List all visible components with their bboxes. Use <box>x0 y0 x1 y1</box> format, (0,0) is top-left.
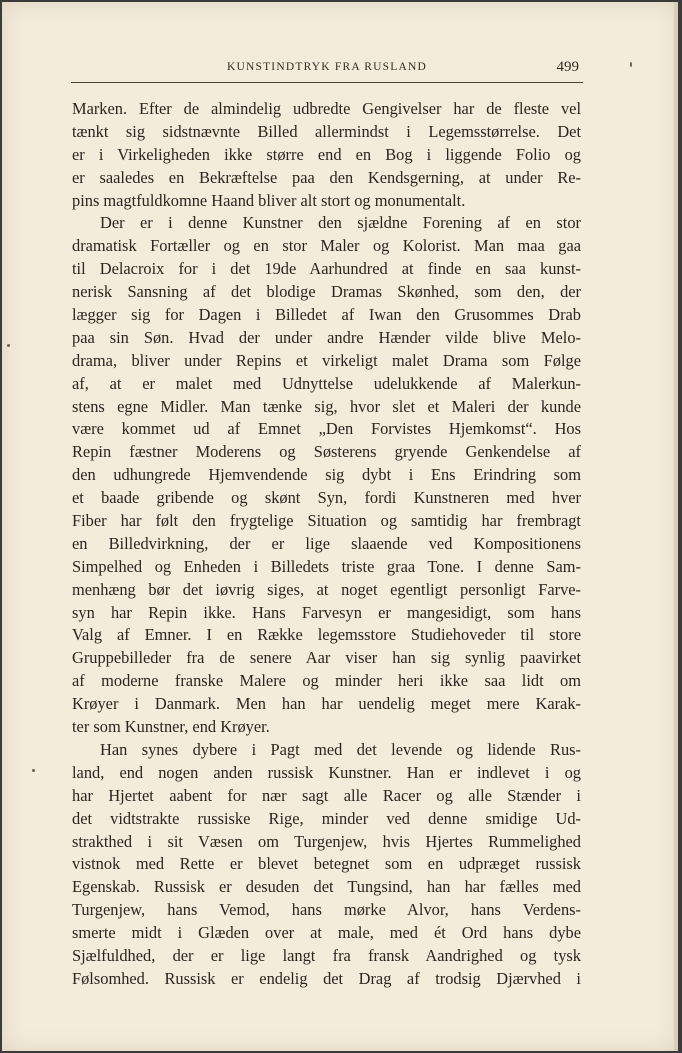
text-line: vistnok med Rette er blevet betegnet som en udpræget russisk <box>72 854 581 874</box>
running-head <box>71 58 583 80</box>
margin-speck <box>32 769 35 772</box>
text-line: paa sin Søn. Hvad der under andre Hænder vilde blive Melo- <box>72 327 581 347</box>
text-line: Krøyer i Danmark. Men han har uendelig meget mere Karak- <box>72 694 581 714</box>
text-line: er saaledes en Bekræftelse paa den Kendsgerning, at under Re- <box>72 167 581 187</box>
text-line: Han synes dybere i Pagt med det levende og lidende Rus- <box>100 739 581 759</box>
text-line: er i Virkeligheden ikke større end en Bog i liggende Folio og <box>72 144 581 164</box>
text-line: Sjælfuldhed, der er lige langt fra fransk Aandrighed og tysk <box>72 945 581 965</box>
text-line: land, end nogen anden russisk Kunstner. Han er indlevet i og <box>72 762 581 782</box>
text-line: Simpelhed og Enheden i Billedets triste graa Tone. I denne Sam- <box>72 556 581 576</box>
text-line: strakthed i sit Væsen om Turgenjew, hvis Hjertes Rummelighed <box>72 831 581 851</box>
text-line: smerte midt i Glæden over at male, med ét Ord hans dybe <box>72 923 581 943</box>
page-number: 499 <box>556 59 579 75</box>
text-line: af moderne franske Malere og minder heri ikke saa lidt om <box>72 671 581 691</box>
text-line: Marken. Efter de almindelig udbredte Gengivelser har de fleste vel <box>72 99 581 118</box>
text-line: ter som Kunstner, end Krøyer. <box>72 717 270 737</box>
text-line: har Hjertet aabent for nær sagt alle Racer og alle Stænder i <box>72 785 581 805</box>
margin-speck <box>7 344 10 347</box>
text-line: nerisk Sansning af det blodige Dramas Skønhed, som den, der <box>72 282 581 302</box>
header-rule <box>71 82 583 83</box>
text-line: Fiber har følt den frygtelige Situation og samtidig har frembragt <box>72 511 581 531</box>
text-line: Der er i denne Kunstner den sjældne Forening af en stor <box>100 213 581 233</box>
text-line: pins magtfuldkomne Haand bliver alt stort og monumentalt. <box>72 190 466 210</box>
text-line: tænkt sig sidstnævnte Billed allermindst i Legemsstørrelse. Det <box>72 121 581 141</box>
text-line: syn har Repin ikke. Hans Farvesyn er mangesidigt, som hans <box>72 602 581 622</box>
text-line: af, at er malet med Udnyttelse udelukkende af Malerkun- <box>72 373 581 393</box>
text-line: lægger sig for Dagen i Billedet af Iwan den Grusommes Drab <box>72 305 581 325</box>
text-line: være kommet ud af Emnet „Den Forvistes Hjemkomst“. Hos <box>72 419 581 439</box>
text-line: stens egne Midler. Man tænke sig, hvor slet et Maleri der kunde <box>72 396 581 416</box>
margin-speck <box>630 62 632 67</box>
body-text <box>72 98 581 991</box>
text-line: Repin fæstner Moderens og Søsterens gryende Genkendelse af <box>72 442 581 462</box>
text-line: en Billedvirkning, der er lige slaaende ved Kompositionens <box>72 533 581 553</box>
text-line: til Delacroix for i det 19de Aarhundred at finde en saa kunst- <box>72 259 581 279</box>
text-line: Følsomhed. Russisk er endelig det Drag af trodsig Djærvhed i <box>72 968 581 988</box>
text-line: drama, bliver under Repins et virkeligt malet Drama som Følge <box>72 350 581 370</box>
running-title: KUNSTINDTRYK FRA RUSLAND <box>226 61 428 73</box>
text-line: Egenskab. Russisk er desuden det Tungsind, han har fælles med <box>72 877 581 897</box>
text-line: menhæng bør det iøvrig siges, at noget egentligt personligt Farve- <box>72 579 581 599</box>
text-line: Turgenjew, hans Vemod, hans mørke Alvor, hans Verdens- <box>72 900 581 920</box>
text-line: det vidtstrakte russiske Rige, minder ved denne smidige Ud- <box>72 808 581 828</box>
text-line: Gruppebilleder fra de senere Aar viser han sig synlig paavirket <box>72 648 581 668</box>
text-line: et baade gribende og skønt Syn, fordi Kunstneren med hver <box>72 488 581 508</box>
text-line: dramatisk Fortæller og en stor Maler og Kolorist. Man maa gaa <box>72 236 581 256</box>
page-edge <box>674 2 678 1051</box>
text-line: Valg af Emner. I en Række legemsstore Studiehoveder til store <box>72 625 581 645</box>
text-line: den udhungrede Hjemvendende sig dybt i Ens Erindring som <box>72 465 581 485</box>
